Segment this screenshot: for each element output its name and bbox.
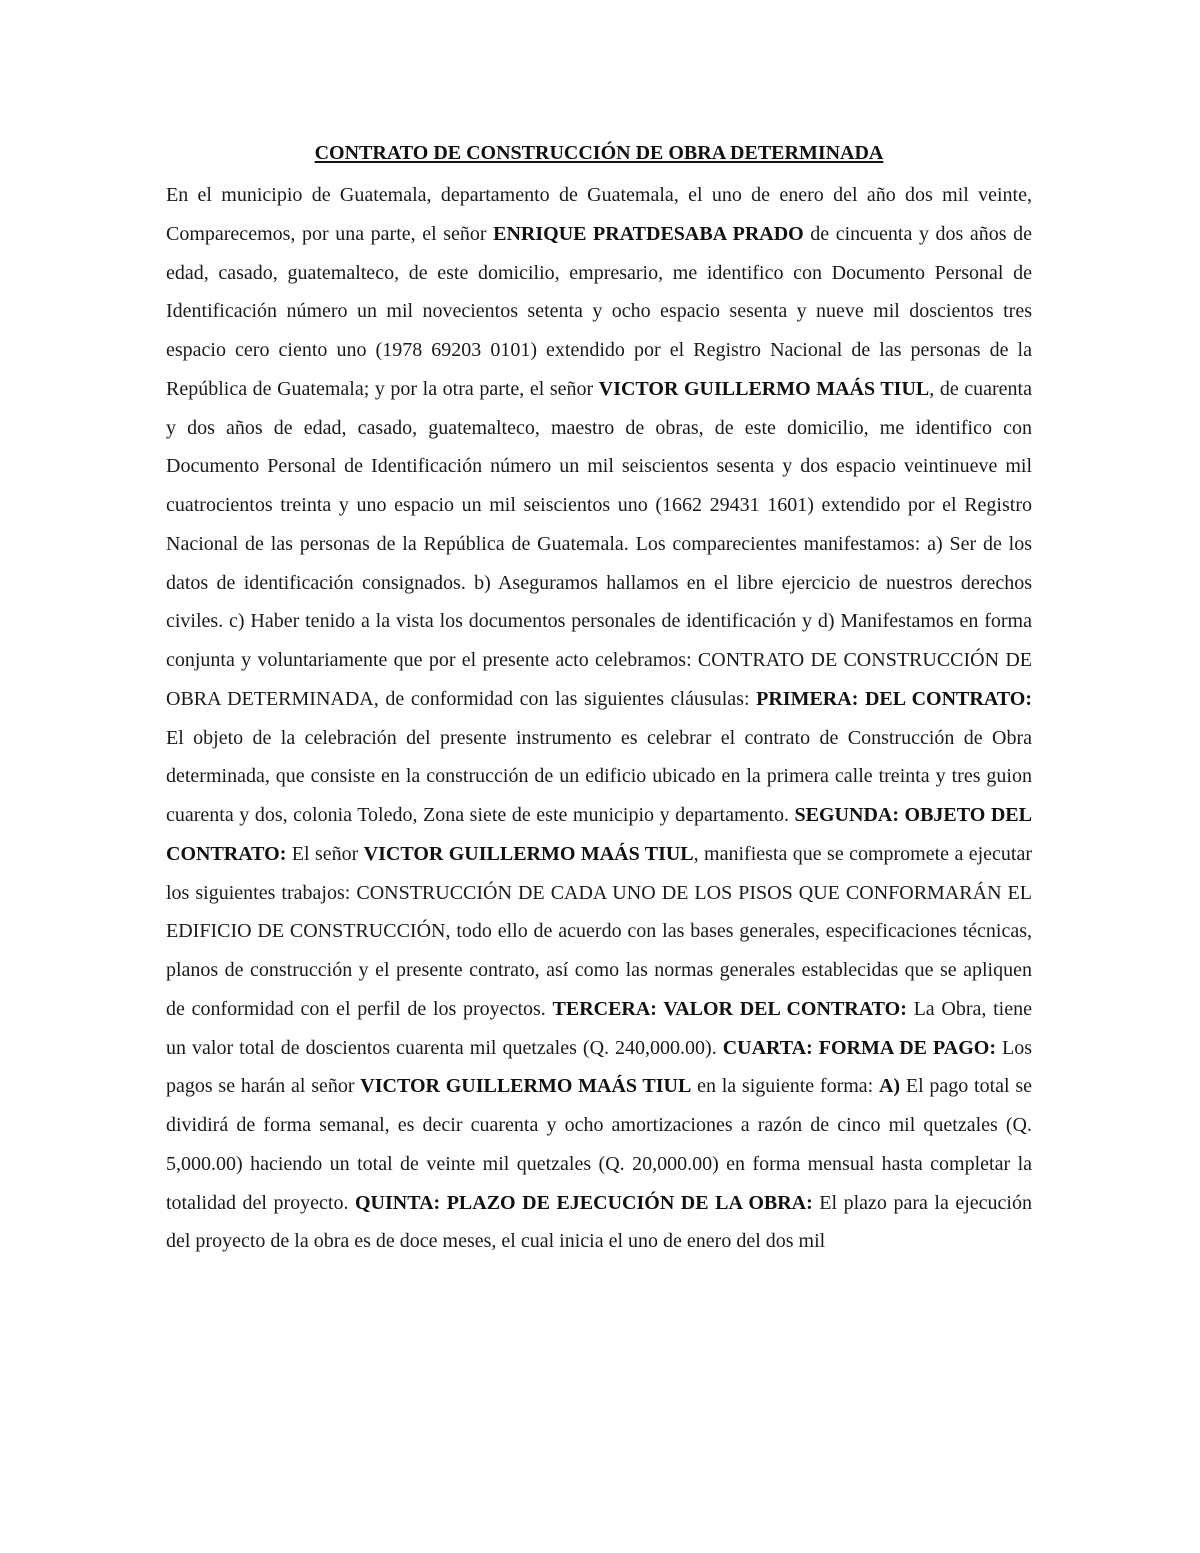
- clause-segunda-text: , manifiesta que se compromete a ejecutar los siguientes trabajos: CONSTRUCCIÓN DE CADA UNO DE LOS PISOS QUE CONFORMARÁN EL EDIFICIO DE CONSTRUCCIÓN, todo ello de acuerdo con las bases generales, especificaciones técnicas, planos de construcción y el presente contrato, así como las normas generales establecidas que se apliquen de conformidad con el perfil de los proyectos.: [166, 842, 1033, 1020]
- clause-quinta-text: El plazo para la ejecución del proyecto de la obra es de doce meses, el cual inicia el uno de enero del dos mil: [166, 1191, 1032, 1253]
- clause-tercera-heading: TERCERA: VALOR DEL CONTRATO:: [552, 997, 907, 1020]
- clause-cuarta-heading: CUARTA: FORMA DE PAGO:: [722, 1036, 996, 1059]
- clause-primera-text: El objeto de la celebración del presente instrumento es celebrar el contrato de Construcción de Obra determinada, que consiste en la construcción de un edificio ubicado en la primera calle treinta y tres guion cuarenta y dos, colonia Toledo, Zona siete de este municipio y departamento.: [166, 726, 1032, 826]
- party-name-enrique: ENRIQUE PRATDESABA PRADO: [493, 222, 804, 245]
- clause-quinta-heading: QUINTA: PLAZO DE EJECUCIÓN DE LA OBRA:: [355, 1191, 813, 1214]
- contract-body: [166, 176, 1032, 1261]
- clause-tercera-text: La Obra, tiene un valor total de doscientos cuarenta mil quetzales (Q. 240,000.00).: [166, 997, 1032, 1059]
- party-one-details: de cincuenta y dos años de edad, casado, guatemalteco, de este domicilio, empresario, me identifico con Documento Personal de Identificación número un mil novecientos setenta y ocho espacio sesenta y nueve mil doscientos tres espacio cero ciento uno (1978 69203 0101) extendido por el Registro Nacional de las personas de la República de Guatemala; y por la otra parte, el señor: [166, 222, 1032, 400]
- intro-text: En el municipio de Guatemala, departamento de Guatemala, el uno de enero del año dos mil veinte, Comparecemos, por una parte, el señor: [166, 184, 1032, 245]
- party-name-victor: VICTOR GUILLERMO MAÁS TIUL: [598, 377, 930, 400]
- party-two-details: , de cuarenta y dos años de edad, casado, guatemalteco, maestro de obras, de este domicilio, me identifico con Documento Personal de Identificación número un mil seiscientos sesenta y dos espacio veintinueve mil cuatrocientos treinta y uno espacio un mil seiscientos uno (1662 29431 1601) extendido por el Registro Nacional de las personas de la República de Guatemala. Los comparecientes manifestamos: a) Ser de los datos de identificación consignados. b) Aseguramos hallamos en el libre ejercicio de nuestros derechos civiles. c) Haber tenido a la vista los documentos personales de identificación y d) Manifestamos en forma conjunta y voluntariamente que por el presente acto celebramos: CONTRATO DE CONSTRUCCIÓN DE OBRA DETERMINADA, de conformidad con las siguientes cláusulas:: [166, 377, 1032, 710]
- clause-primera-heading: PRIMERA: DEL CONTRATO:: [756, 687, 1032, 710]
- clause-segunda-heading: SEGUNDA: OBJETO DEL CONTRATO:: [166, 804, 1032, 865]
- clause-cuarta-form: en la siguiente forma:: [691, 1075, 879, 1098]
- clause-segunda-lead: El señor: [286, 842, 364, 865]
- party-name-victor-2: VICTOR GUILLERMO MAÁS TIUL: [363, 842, 694, 865]
- document-title: CONTRATO DE CONSTRUCCIÓN DE OBRA DETERMINADA: [314, 142, 884, 164]
- clause-cuarta-lead: Los pagos se harán al señor: [166, 1036, 1033, 1098]
- party-name-victor-3: VICTOR GUILLERMO MAÁS TIUL: [360, 1075, 692, 1098]
- clause-cuarta-text: El pago total se dividirá de forma semanal, es decir cuarenta y ocho amortizaciones a razón de cinco mil quetzales (Q. 5,000.00) haciendo un total de veinte mil quetzales (Q. 20,000.00) en forma mensual hasta completar la totalidad del proyecto.: [166, 1075, 1032, 1214]
- clause-cuarta-item-a: A): [878, 1075, 901, 1098]
